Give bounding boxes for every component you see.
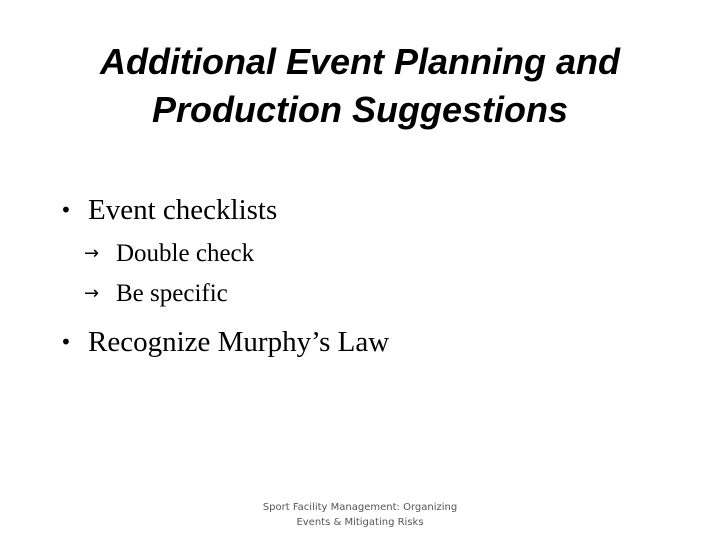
sub-bullet-item-be-specific [60, 274, 680, 314]
right-arrow-icon: → [84, 283, 100, 304]
sub-bullet-list [60, 234, 680, 314]
footer-line-2: Events & Mitigating Risks [296, 517, 424, 528]
slide-title [40, 38, 680, 134]
sub-bullet-item-double-check [60, 234, 680, 274]
bullet-item-murphys-law [60, 322, 680, 362]
title-line-2: Production Suggestions [151, 89, 568, 130]
bullet-item-event-checklists [60, 190, 680, 230]
bullet-dot-icon: • [60, 198, 72, 222]
right-arrow-icon: → [84, 243, 100, 264]
bullet-dot-icon: • [60, 330, 72, 354]
bullet-text: Event checklists [88, 194, 278, 226]
bullet-list [60, 190, 680, 362]
sub-bullet-text: Double check [116, 240, 255, 267]
footer-line-1: Sport Facility Management: Organizing [262, 502, 458, 513]
bullet-text: Recognize Murphy’s Law [88, 326, 390, 358]
slide-footer [240, 500, 480, 530]
title-line-1: Additional Event Planning and [99, 41, 620, 82]
sub-bullet-text: Be specific [116, 280, 228, 307]
